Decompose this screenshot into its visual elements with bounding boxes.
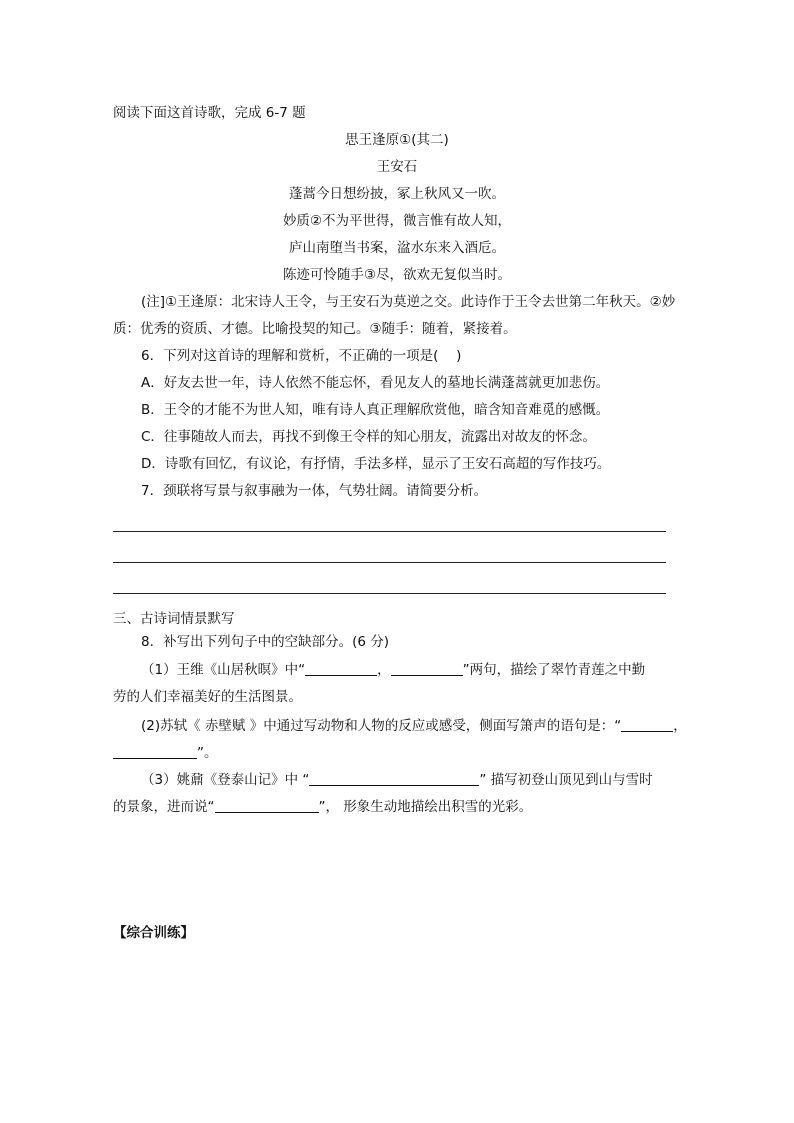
- fill-blank[interactable]: [215, 798, 319, 813]
- annotation-note: (注]①王逢原：北宋诗人王令，与王安石为莫逆之交。此诗作于王令去世第二年秋天。②妙: [141, 294, 676, 310]
- fill-blank[interactable]: [621, 717, 673, 732]
- item-text: ”两句，描绘了翠竹青莲之中勤: [462, 662, 646, 678]
- fill-blank[interactable]: [113, 744, 197, 759]
- item-text: ，: [377, 662, 391, 678]
- item-text: (2)苏轼《 赤壁赋 》中通过写动物和人物的反应或感受，侧面写箫声的语句是：“: [141, 718, 622, 734]
- training-heading: 【综合训练】: [113, 925, 194, 941]
- item-text: ”。: [197, 745, 218, 761]
- reading-intro: 阅读下面这首诗歌，完成 6-7 题: [113, 105, 306, 121]
- dictation-item-3: [141, 770, 653, 790]
- fill-blank[interactable]: [391, 661, 463, 676]
- question-6-option-c: C．往事随故人而去，再找不到像王令样的知心朋友，流露出对故友的怀念。: [141, 429, 596, 445]
- poem-line: 妙质②不为平世得，微言惟有故人知，: [282, 213, 512, 229]
- question-6-stem: 6．下列对这首诗的理解和赏析，不正确的一项是( ): [141, 348, 462, 364]
- question-6-option-d: D．诗歌有回忆，有议论，有抒情，手法多样，显示了王安石高超的写作技巧。: [141, 456, 611, 472]
- fill-blank[interactable]: [305, 661, 377, 676]
- item-text: （3）姚鼐《登泰山记》中 “: [141, 772, 310, 788]
- annotation-note: 质：优秀的资质、才德。比喻投契的知己。③随手：随着，紧接着。: [113, 321, 517, 337]
- poem-title: 思王逢原①(其二): [345, 132, 449, 148]
- dictation-item-1-cont: 劳的人们幸福美好的生活图景。: [113, 689, 302, 705]
- dictation-item-2: [141, 716, 687, 736]
- item-text: ”， 形象生动地描绘出积雪的光彩。: [318, 799, 533, 815]
- item-text: ” 描写初登山顶见到山与雪时: [479, 772, 653, 788]
- question-8-stem: 8．补写出下列句子中的空缺部分。(6 分): [141, 634, 390, 650]
- section-heading: 三、古诗词情景默写: [113, 611, 235, 627]
- poem-line: 陈迹可怜随手③尽，欲欢无复似当时。: [282, 267, 512, 283]
- poem-author: 王安石: [376, 159, 418, 175]
- answer-line[interactable]: [113, 593, 666, 594]
- answer-line[interactable]: [113, 531, 666, 532]
- dictation-item-2-cont: [113, 743, 218, 763]
- dictation-item-3-cont: [113, 797, 532, 817]
- dictation-item-1: [141, 660, 645, 680]
- question-6-option-b: B．王令的才能不为世人知，唯有诗人真正理解欣赏他，暗含知音难觅的感慨。: [141, 402, 610, 418]
- question-6-option-a: A．好友去世一年，诗人依然不能忘怀，看见友人的墓地长满蓬蒿就更加悲伤。: [141, 375, 610, 391]
- poem-line: 庐山南堕当书案，湓水东来入酒卮。: [289, 240, 505, 256]
- answer-line[interactable]: [113, 562, 666, 563]
- fill-blank[interactable]: [309, 771, 479, 786]
- question-7-stem: 7．颈联将写景与叙事融为一体，气势壮阔。请简要分析。: [141, 483, 488, 499]
- item-text: （1）王维《山居秋暝》中“: [141, 662, 306, 678]
- item-text: ，: [673, 718, 687, 734]
- poem-line: 蓬蒿今日想纷披，冢上秋风又一吹。: [289, 186, 505, 202]
- item-text: 的景象，进而说“: [113, 799, 215, 815]
